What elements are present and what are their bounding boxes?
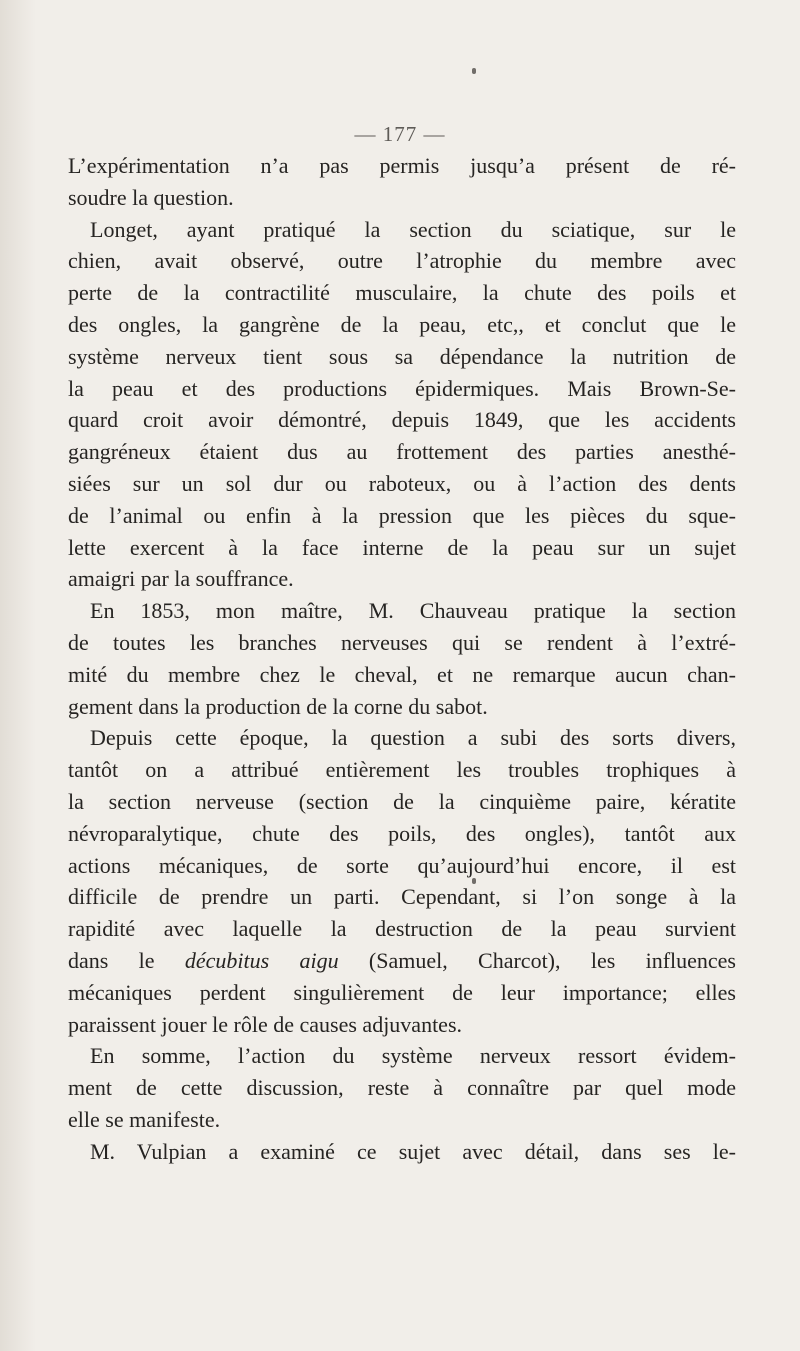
text-line: amaigri par la souffrance. <box>68 566 294 592</box>
italic-term: décubitus aigu <box>184 947 339 973</box>
text-line: M. Vulpian a examiné ce sujet avec détail, dans ses le- <box>90 1138 736 1164</box>
text-line: système nerveux tient sous sa dépendance la nutrition de <box>68 343 736 369</box>
text-line: névroparalytique, chute des poils, des ongles), tantôt aux <box>68 820 736 846</box>
ink-speck-top <box>472 68 476 74</box>
text-line: gangréneux étaient dus au frottement des parties anesthé- <box>68 439 736 465</box>
text-line: la section nerveuse (section de la cinquième paire, kératite <box>68 788 736 814</box>
text-line: Longet, ayant pratiqué la section du sciatique, sur le <box>90 216 736 242</box>
text-line <box>68 945 736 977</box>
text-line: de l’animal ou enfin à la pression que les pièces du sque- <box>68 502 736 528</box>
text-fragment: dans le <box>68 947 185 973</box>
text-line: Depuis cette époque, la question a subi des sorts divers, <box>90 725 736 751</box>
text-line: la peau et des productions épidermiques. Mais Brown-Se- <box>68 375 736 401</box>
text-fragment: (Samuel, Charcot), les influences <box>338 947 736 973</box>
text-line: actions mécaniques, de sorte qu’aujourd’hui encore, il est <box>68 852 736 878</box>
page-edge-shadow <box>0 0 36 1351</box>
text-line: mécaniques perdent singulièrement de leur importance; elles <box>68 979 736 1005</box>
text-line: soudre la question. <box>68 184 234 210</box>
text-line: En 1853, mon maître, M. Chauveau pratique la section <box>90 598 736 624</box>
text-line: de toutes les branches nerveuses qui se rendent à l’extré- <box>68 629 736 655</box>
page-number: — 177 — <box>354 122 446 146</box>
text-line: tantôt on a attribué entièrement les troubles trophiques à <box>68 757 736 783</box>
text-line: paraissent jouer le rôle de causes adjuvantes. <box>68 1011 463 1037</box>
text-line: rapidité avec laquelle la destruction de la peau survient <box>68 916 736 942</box>
text-line: chien, avait observé, outre l’atrophie du membre avec <box>68 248 736 274</box>
text-line: siées sur un sol dur ou raboteux, ou à l’action des dents <box>68 470 736 496</box>
text-line: difficile de prendre un parti. Cependant, si l’on songe à la <box>68 884 736 910</box>
text-line: elle se manifeste. <box>68 1106 221 1132</box>
text-line: perte de la contractilité musculaire, la chute des poils et <box>68 280 736 306</box>
body-text <box>68 150 736 1168</box>
text-line: En somme, l’action du système nerveux ressort évidem- <box>90 1043 736 1069</box>
text-line: mité du membre chez le cheval, et ne remarque aucun chan- <box>68 661 736 687</box>
text-line: quard croit avoir démontré, depuis 1849, que les accidents <box>68 407 736 433</box>
text-line: gement dans la production de la corne du sabot. <box>68 693 488 719</box>
text-line: L’expérimentation n’a pas permis jusqu’a présent de ré- <box>68 153 736 178</box>
text-line: des ongles, la gangrène de la peau, etc,, et conclut que le <box>68 311 736 337</box>
text-line: lette exercent à la face interne de la peau sur un sujet <box>68 534 736 560</box>
text-line: ment de cette discussion, reste à connaître par quel mode <box>68 1075 736 1101</box>
